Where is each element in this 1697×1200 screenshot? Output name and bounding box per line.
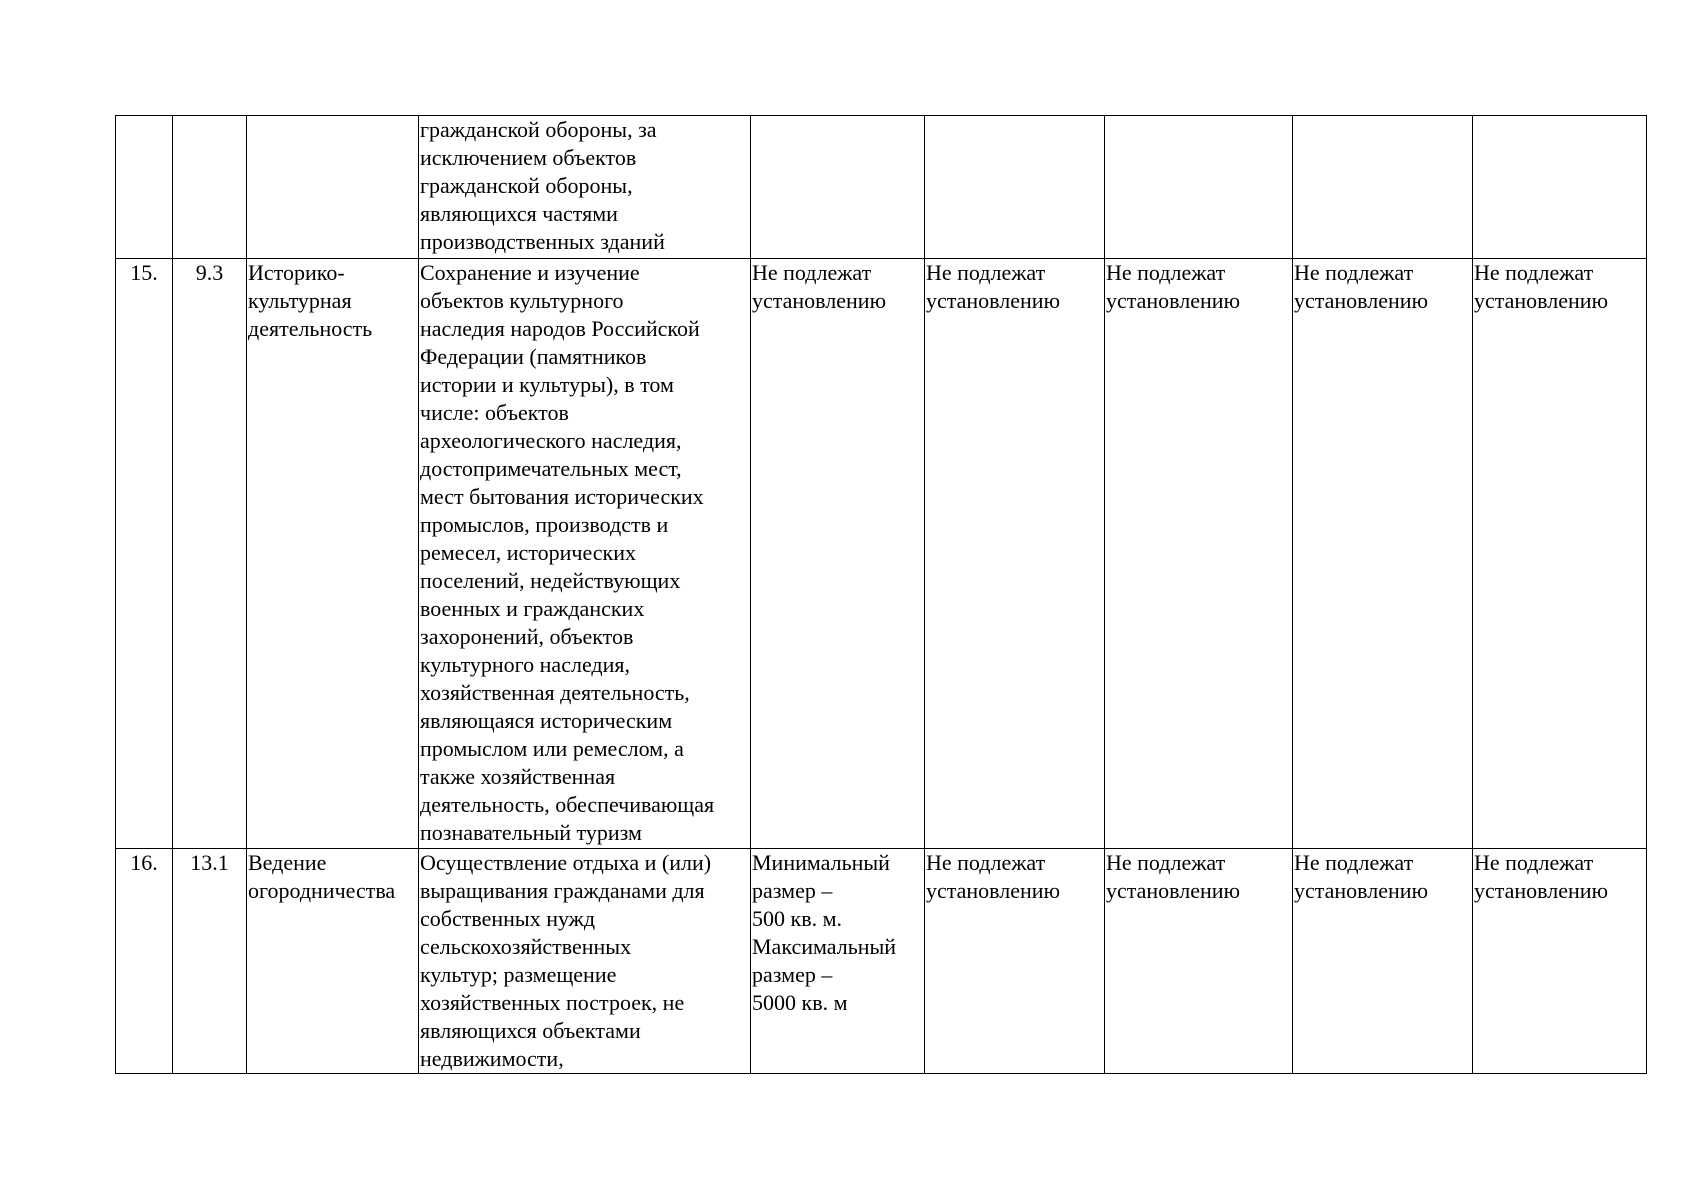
use-code: 13.1 [190, 850, 229, 875]
cell-text-line: размер – [752, 878, 833, 903]
row-number-cell [116, 849, 173, 1074]
cell-text-line: поселений, недействующих [420, 568, 681, 593]
cell-text-line: Федерации (памятников [420, 344, 647, 369]
parameter-cell-6 [925, 259, 1105, 849]
cell-text-line: истории и культуры), в том [420, 372, 674, 397]
cell-text-line: 500 кв. м. [752, 906, 842, 931]
cell-text-line: хозяйственная деятельность, [420, 680, 690, 705]
code-cell [173, 259, 247, 849]
use-name-cell [247, 849, 419, 1074]
cell-text-line: установлению [1106, 288, 1241, 313]
cell-text-line: хозяйственных построек, не [420, 990, 685, 1015]
cell-text-line: деятельность, обеспечивающая [420, 792, 715, 817]
cell-text-line: установлению [1294, 288, 1429, 313]
use-name-cell [247, 116, 419, 259]
land-use-table [115, 115, 1647, 1074]
cell-text-line: числе: объектов [420, 400, 569, 425]
cell-text-line: огородничества [248, 878, 396, 903]
cell-text-line: мест бытования исторических [420, 484, 704, 509]
cell-text-line: Не подлежат [1106, 260, 1226, 285]
cell-text-line: недвижимости, [420, 1046, 564, 1071]
row-number-cell [116, 259, 173, 849]
parameter-cell-7 [1105, 849, 1293, 1074]
table-row [116, 116, 1647, 259]
cell-text-line: объектов культурного [420, 288, 624, 313]
cell-text-line: Не подлежат [752, 260, 872, 285]
cell-text-line: Не подлежат [1474, 850, 1594, 875]
parameter-cell-8 [1293, 259, 1473, 849]
parameter-cell-6 [925, 849, 1105, 1074]
cell-text-line: познавательный туризм [420, 820, 642, 845]
parameter-cell-7 [1105, 259, 1293, 849]
cell-text-line: являющихся объектами [420, 1018, 641, 1043]
cell-text-line: Минимальный [752, 850, 890, 875]
table-row [116, 849, 1647, 1074]
cell-text-line: военных и гражданских [420, 596, 645, 621]
cell-text-line: установлению [1474, 288, 1609, 313]
code-cell [173, 849, 247, 1074]
cell-text-line: деятельность [248, 316, 373, 341]
cell-text-line: Не подлежат [926, 260, 1046, 285]
cell-text-line: Не подлежат [926, 850, 1046, 875]
cell-text-line: Историко- [248, 260, 345, 285]
cell-text-line: Не подлежат [1294, 260, 1414, 285]
cell-text-line: гражданской обороны, [420, 173, 633, 198]
cell-text-line: Осуществление отдыха и (или) [420, 850, 712, 875]
cell-text-line: культурная [248, 288, 352, 313]
cell-text-line: захоронений, объектов [420, 624, 634, 649]
cell-text-line: производственных зданий [420, 229, 665, 254]
row-number: 15. [130, 260, 158, 285]
cell-text-line: установлению [1474, 878, 1609, 903]
cell-text-line: установлению [1106, 878, 1241, 903]
cell-text-line: Максимальный [752, 934, 897, 959]
cell-text-line: 5000 кв. м [752, 990, 848, 1015]
parameter-cell-8 [1293, 849, 1473, 1074]
cell-text-line: размер – [752, 962, 833, 987]
parameter-cell-9 [1473, 116, 1647, 259]
parameter-cell-6 [925, 116, 1105, 259]
cell-text-line: установлению [1294, 878, 1429, 903]
cell-text-line: достопримечательных мест, [420, 456, 682, 481]
parameter-cell-9 [1473, 849, 1647, 1074]
cell-text-line: установлению [752, 288, 887, 313]
parameter-cell-8 [1293, 116, 1473, 259]
cell-text-line: Не подлежат [1474, 260, 1594, 285]
cell-text-line: выращивания гражданами для [420, 878, 705, 903]
use-description-cell [419, 849, 751, 1074]
code-cell [173, 116, 247, 259]
parameter-cell-5 [751, 116, 925, 259]
cell-text-line: установлению [926, 288, 1061, 313]
cell-text-line: исключением объектов [420, 145, 637, 170]
use-description-cell [419, 116, 751, 259]
cell-text-line: собственных нужд [420, 906, 596, 931]
parameter-cell-5 [751, 259, 925, 849]
row-number-cell [116, 116, 173, 259]
table-body [116, 116, 1647, 1074]
cell-text-line: гражданской обороны, за [420, 117, 657, 142]
parameter-cell-7 [1105, 116, 1293, 259]
cell-text-line: культурного наследия, [420, 652, 630, 677]
cell-text-line: наследия народов Российской [420, 316, 700, 341]
cell-text-line: промыслом или ремеслом, а [420, 736, 684, 761]
cell-text-line: ремесел, исторических [420, 540, 637, 565]
cell-text-line: являющаяся историческим [420, 708, 673, 733]
cell-text-line: культур; размещение [420, 962, 617, 987]
parameter-cell-5 [751, 849, 925, 1074]
cell-text-line: также хозяйственная [420, 764, 616, 789]
table-row [116, 259, 1647, 849]
cell-text-line: Не подлежат [1106, 850, 1226, 875]
cell-text-line: археологического наследия, [420, 428, 682, 453]
cell-text-line: Сохранение и изучение [420, 260, 640, 285]
cell-text-line: сельскохозяйственных [420, 934, 632, 959]
parameter-cell-9 [1473, 259, 1647, 849]
use-code: 9.3 [195, 260, 224, 285]
row-number: 16. [130, 850, 158, 875]
use-name-cell [247, 259, 419, 849]
cell-text-line: установлению [926, 878, 1061, 903]
cell-text-line: Не подлежат [1294, 850, 1414, 875]
cell-text-line: Ведение [248, 850, 327, 875]
cell-text-line: являющихся частями [420, 201, 618, 226]
cell-text-line: промыслов, производств и [420, 512, 669, 537]
use-description-cell [419, 259, 751, 849]
